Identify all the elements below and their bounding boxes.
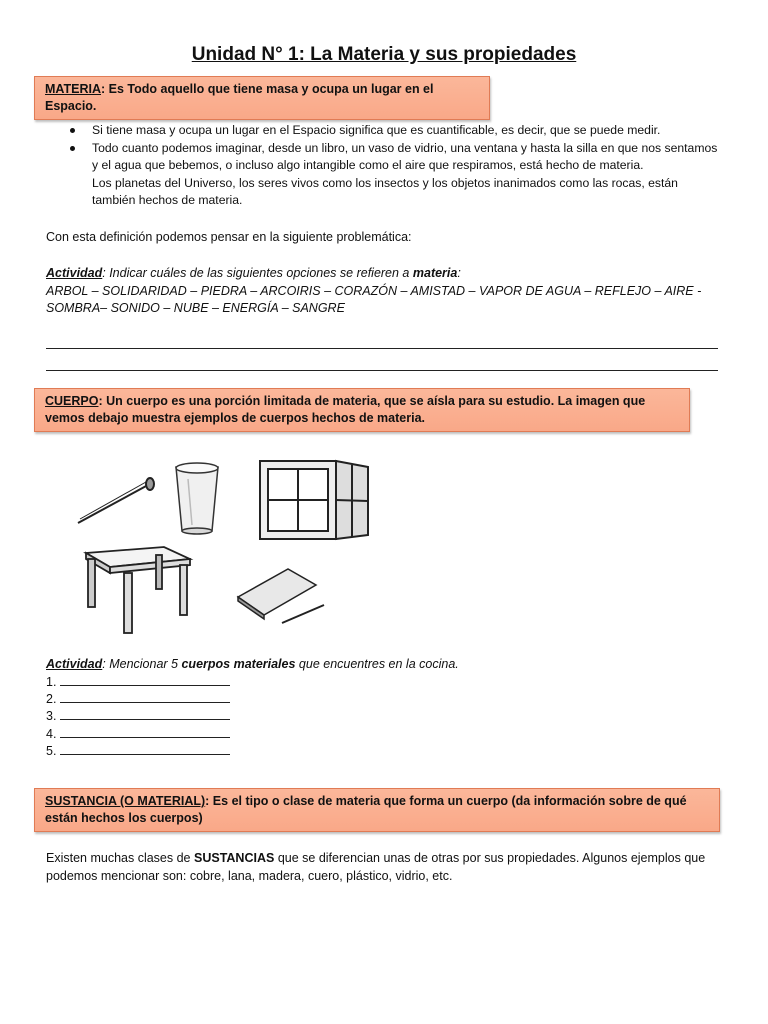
closing-text-end: que se diferencian unas de otras por sus propiedades. Algunos ejemplos que podemos mencionar son: cobre, lana, madera, cuero, plástico, vidrio, etc. — [46, 851, 706, 883]
activity-2-text-end: que encuentres en la cocina. — [295, 657, 459, 671]
answer-number: 3. — [46, 709, 57, 723]
activity-2 — [46, 656, 736, 674]
activity-1-label: Actividad — [46, 266, 103, 280]
bullet-text: Si tiene masa y ocupa un lugar en el Espacio significa que es cuantificable, es decir, que se puede medir. — [92, 123, 661, 137]
bullet-text: Todo cuanto podemos imaginar, desde un libro, un vaso de vidrio, una ventana y hasta la silla en que nos sentamos y el agua que bebemos, o incluso algo intangible como el aire que respiramos, está hecho de materia. — [92, 140, 718, 172]
answer-item[interactable] — [46, 691, 230, 709]
bodies-illustration — [70, 455, 390, 645]
materia-bullet-list — [62, 122, 722, 210]
bullet-item — [62, 140, 722, 175]
closing-text: Existen muchas clases de — [46, 851, 194, 865]
answer-blank[interactable] — [60, 674, 230, 686]
answer-line[interactable] — [46, 348, 718, 349]
answer-number: 2. — [46, 692, 57, 706]
cuerpo-term: CUERPO — [45, 394, 99, 408]
materia-definition-box — [34, 76, 490, 120]
closing-keyword: SUSTANCIAS — [194, 851, 275, 865]
answer-number: 4. — [46, 727, 57, 741]
sustancia-term: SUSTANCIA (O MATERIAL) — [45, 794, 206, 808]
window-illustration — [260, 461, 368, 539]
sustancia-definition: : Es el tipo o clase de materia que forma un cuerpo (da información sobre de qué están hechos los cuerpos) — [45, 794, 687, 825]
nail-illustration — [78, 478, 154, 523]
materia-definition: : Es Todo aquello que tiene masa y ocupa un lugar en el Espacio. — [45, 82, 434, 113]
answer-item[interactable] — [46, 674, 230, 692]
activity-1-keyword: materia — [412, 266, 458, 280]
bullet-text: Los planetas del Universo, los seres vivos como los insectos y los objetos inanimados como las rocas, están también hechos de materia. — [92, 175, 678, 207]
answer-line[interactable] — [46, 370, 718, 371]
page-title: Unidad N° 1: La Materia y sus propiedades — [191, 44, 577, 65]
activity-1-text-end: : — [457, 266, 461, 280]
answer-blank[interactable] — [60, 708, 230, 720]
answer-item[interactable] — [46, 726, 230, 744]
glass-illustration — [176, 463, 218, 534]
table-illustration — [86, 547, 190, 633]
bullet-item — [62, 122, 722, 140]
answer-item[interactable] — [46, 743, 230, 761]
closing-paragraph — [46, 849, 736, 885]
answer-blank[interactable] — [60, 726, 230, 738]
notebook-illustration — [238, 569, 324, 623]
activity-2-label: Actividad — [46, 657, 103, 671]
answer-blank[interactable] — [60, 743, 230, 755]
problem-intro: Con esta definición podemos pensar en la siguiente problemática: — [46, 230, 412, 244]
cuerpo-definition-box — [34, 388, 690, 432]
answer-item[interactable] — [46, 708, 230, 726]
cuerpo-definition: : Un cuerpo es una porción limitada de materia, que se aísla para su estudio. La imagen que vemos debajo muestra ejemplos de cuerpos hechos de materia. — [45, 394, 646, 425]
sustancia-definition-box — [34, 788, 720, 832]
bullet-continuation — [62, 175, 722, 210]
activity-1-options: ARBOL – SOLIDARIDAD – PIEDRA – ARCOIRIS – CORAZÓN – AMISTAD – VAPOR DE AGUA – REFLEJO – AIRE - SOMBRA– SONIDO – NUBE – ENERGÍA – SANGRE — [46, 283, 702, 315]
answer-number: 5. — [46, 744, 57, 758]
materia-term: MATERIA — [45, 82, 102, 96]
activity-2-keyword: cuerpos materiales — [181, 657, 296, 671]
answer-blank[interactable] — [60, 691, 230, 703]
activity-1-text: : Indicar cuáles de las siguientes opciones se refieren a — [102, 266, 413, 280]
activity-1 — [46, 265, 736, 318]
activity-2-text: : Mencionar 5 — [102, 657, 182, 671]
answer-number: 1. — [46, 675, 57, 689]
